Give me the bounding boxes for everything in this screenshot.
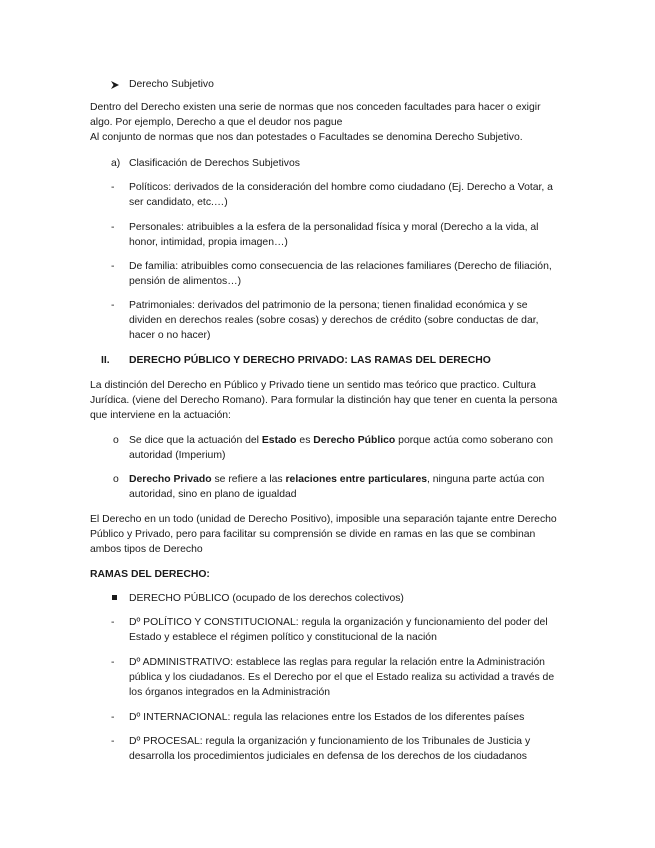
circle-marker: o	[113, 435, 119, 446]
subheading-clasificacion: Clasificación de Derechos Subjetivos	[129, 158, 300, 169]
paragraph-distincion: La distinción del Derecho en Público y Privado tiene un sentido mas teórico que practico. Cultura Jurídica. (viene del Derecho Romano). Para formular la distinción hay que tener en cuenta la persona que interviene en la actuación:	[90, 380, 558, 421]
ramas-title: RAMAS DEL DERECHO:	[90, 569, 210, 580]
list-item-internacional: Dº INTERNACIONAL: regula las relaciones entre los Estados de los diferentes países	[129, 712, 525, 723]
list-item-politicos: Políticos: derivados de la consideración del hombre como ciudadano (Ej. Derecho a Votar, a ser candidato, etc.…)	[129, 182, 553, 208]
text-run: Se dice que la actuación del	[129, 435, 262, 446]
square-bullet-icon	[112, 595, 117, 600]
dash-marker: -	[111, 222, 115, 233]
bold-run: Derecho Público	[313, 435, 396, 446]
list-item-derecho-privado	[129, 472, 559, 502]
dash-marker: -	[111, 617, 115, 628]
section-title-publico-privado: DERECHO PÚBLICO Y DERECHO PRIVADO: LAS RAMAS DEL DERECHO	[129, 355, 491, 366]
dash-marker: -	[111, 300, 115, 311]
dash-marker: -	[111, 712, 115, 723]
dash-marker: -	[111, 261, 115, 272]
list-item-administrativo: Dº ADMINISTRATIVO: establece las reglas para regular la relación entre la Administración pública y los ciudadanos. Es el Derecho por el que el Estado realiza su actividad a través de los órganos integrados en la Administración	[129, 657, 555, 698]
list-item-derecho-publico-ramas: DERECHO PÚBLICO (ocupado de los derechos colectivos)	[129, 593, 404, 604]
dash-marker: -	[111, 736, 115, 747]
list-item-familia: De familia: atribuibles como consecuencia de las relaciones familiares (Derecho de filiación, pensión de alimentos…)	[129, 261, 552, 287]
text-run: , ninguna parte actúa con autoridad, sino en plano de igualdad	[129, 474, 545, 500]
bold-run: Estado	[261, 435, 297, 446]
list-item-politico-constitucional: Dº POLÍTICO Y CONSTITUCIONAL: regula la organización y funcionamiento del poder del Estado y establece el régimen político y constitucional de la nación	[129, 617, 548, 643]
text-run: se refiere a las	[211, 474, 286, 485]
circle-marker: o	[113, 474, 119, 485]
list-item-personales: Personales: atribuibles a la esfera de la personalidad física y moral (Derecho a la vida, al honor, intimidad, propia imagen…)	[129, 222, 539, 248]
paragraph-todo: El Derecho en un todo (unidad de Derecho Positivo), imposible una separación tajante entre Derecho Público y Privado, pero para facilitar su comprensión se divide en ramas en las que se combinan ambos tipos de Derecho	[90, 514, 557, 555]
arrow-bullet-icon	[110, 77, 120, 90]
section-marker-ii: II.	[101, 355, 110, 366]
list-item-derecho-publico	[129, 433, 559, 463]
dash-marker: -	[111, 657, 115, 668]
paragraph-intro: Dentro del Derecho existen una serie de normas que nos conceden facultades para hacer o exigir algo. Por ejemplo, Derecho a que el deudor nos pague	[90, 102, 541, 128]
list-item-patrimoniales: Patrimoniales: derivados del patrimonio de la persona; tienen finalidad económica y se dividen en derechos reales (sobre cosas) y derechos de crédito (sobre conductas de dar, hacer o no hacer)	[129, 300, 539, 341]
bold-run: relaciones entre particulares	[285, 474, 427, 485]
text-run: porque actúa como soberano con autoridad (Imperium)	[129, 435, 553, 461]
dash-marker: -	[111, 182, 115, 193]
paragraph-definition: Al conjunto de normas que nos dan potestades o Facultades se denomina Derecho Subjetivo.	[90, 132, 523, 143]
list-item-procesal: Dº PROCESAL: regula la organización y funcionamiento de los Tribunales de Justicia y desarrolla los procedimientos judiciales en defensa de los derechos de los ciudadanos	[129, 736, 531, 762]
text-run: es	[296, 435, 314, 446]
list-marker-a: a)	[111, 158, 121, 169]
heading-derecho-subjetivo: Derecho Subjetivo	[129, 79, 214, 90]
bold-run: Derecho Privado	[129, 474, 212, 485]
